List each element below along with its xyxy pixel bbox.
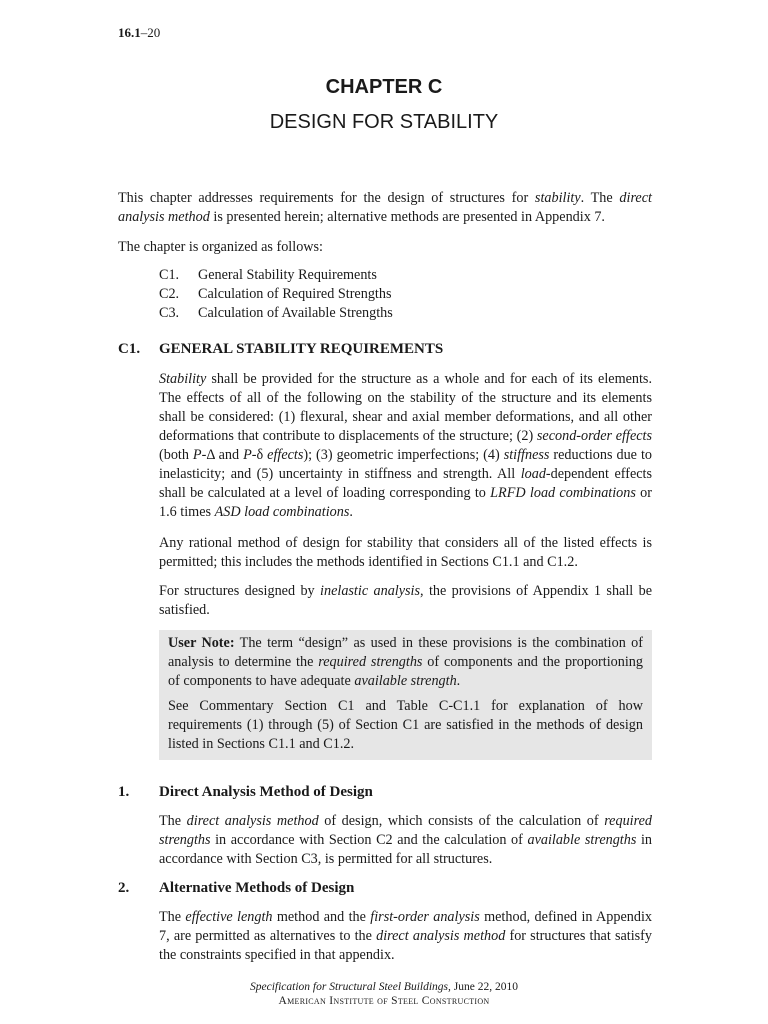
section-heading-c1: C1. GENERAL STABILITY REQUIREMENTS: [118, 341, 444, 357]
user-note-box: User Note: The term “design” as used in these provisions is the combination of analysis to determine the required strengths of components and the proportioning of components to have adequate available strength. See Commentary Section C1 and Table C-C1.1 for explanation of how requirements (1) through (5) of Section C1 are satisfied in the methods of design listed in Sections C1.1 and C1.2.: [159, 630, 652, 760]
direct-analysis-paragraph: The direct analysis method of design, which consists of the calculation of required strengths in accordance with Section C2 and the calculation of available strengths in accordance with Section C3, is permitted for all structures.: [159, 813, 652, 867]
c1-paragraph-inelastic: For structures designed by inelastic analysis, the provisions of Appendix 1 shall be satisfied.: [159, 583, 652, 618]
page-footer: Specification for Structural Steel Buildings, June 22, 2010 American Institute of Steel Construction: [249, 981, 518, 1007]
c1-paragraph-stability: Stability shall be provided for the structure as a whole and for each of its elements. The effects of all of the following on the stability of the structure and its elements shall be considered: (1) flexural, shear and axial member deformations, and all other deformations that contribute to displacements of the structure; (2) second-order effects (both P-Δ and P-δ effects); (3) geometric imperfections; (4) stiffness reductions due to inelasticity; and (5) uncertainty in stiffness and strength. All load-dependent effects shall be calculated at a level of loading corresponding to LRFD load combinations or 1.6 times ASD load combinations.: [159, 371, 652, 520]
chapter-contents-list: [159, 266, 393, 323]
list-item: C2. Calculation of Required Strengths: [159, 286, 392, 302]
alternative-methods-paragraph: The effective length method and the first-order analysis method, defined in Appendix 7, are permitted as alternatives to the direct analysis method for structures that satisfy the constraints specified in that appendix.: [159, 909, 653, 963]
list-item: C1. General Stability Requirements: [159, 267, 377, 283]
chapter-title: DESIGN FOR STABILITY: [269, 111, 499, 133]
section-heading-alternative-methods: 2. Alternative Methods of Design: [118, 880, 355, 896]
intro-paragraph: This chapter addresses requirements for the design of structures for stability. The direct analysis method is presented herein; alternative methods are presented in Appendix 7.: [118, 190, 652, 225]
c1-paragraph-rational-method: Any rational method of design for stability that considers all of the listed effects is permitted; this includes the methods identified in Sections C1.1 and C1.2.: [159, 535, 652, 570]
organization-paragraph: The chapter is organized as follows:: [118, 239, 323, 255]
list-item: C3. Calculation of Available Strengths: [159, 305, 393, 321]
section-heading-direct-analysis: 1. Direct Analysis Method of Design: [118, 784, 373, 800]
chapter-heading: CHAPTER C: [325, 76, 443, 98]
user-note-label: User Note:: [168, 635, 235, 651]
page-number: 16.1–20: [118, 25, 161, 40]
